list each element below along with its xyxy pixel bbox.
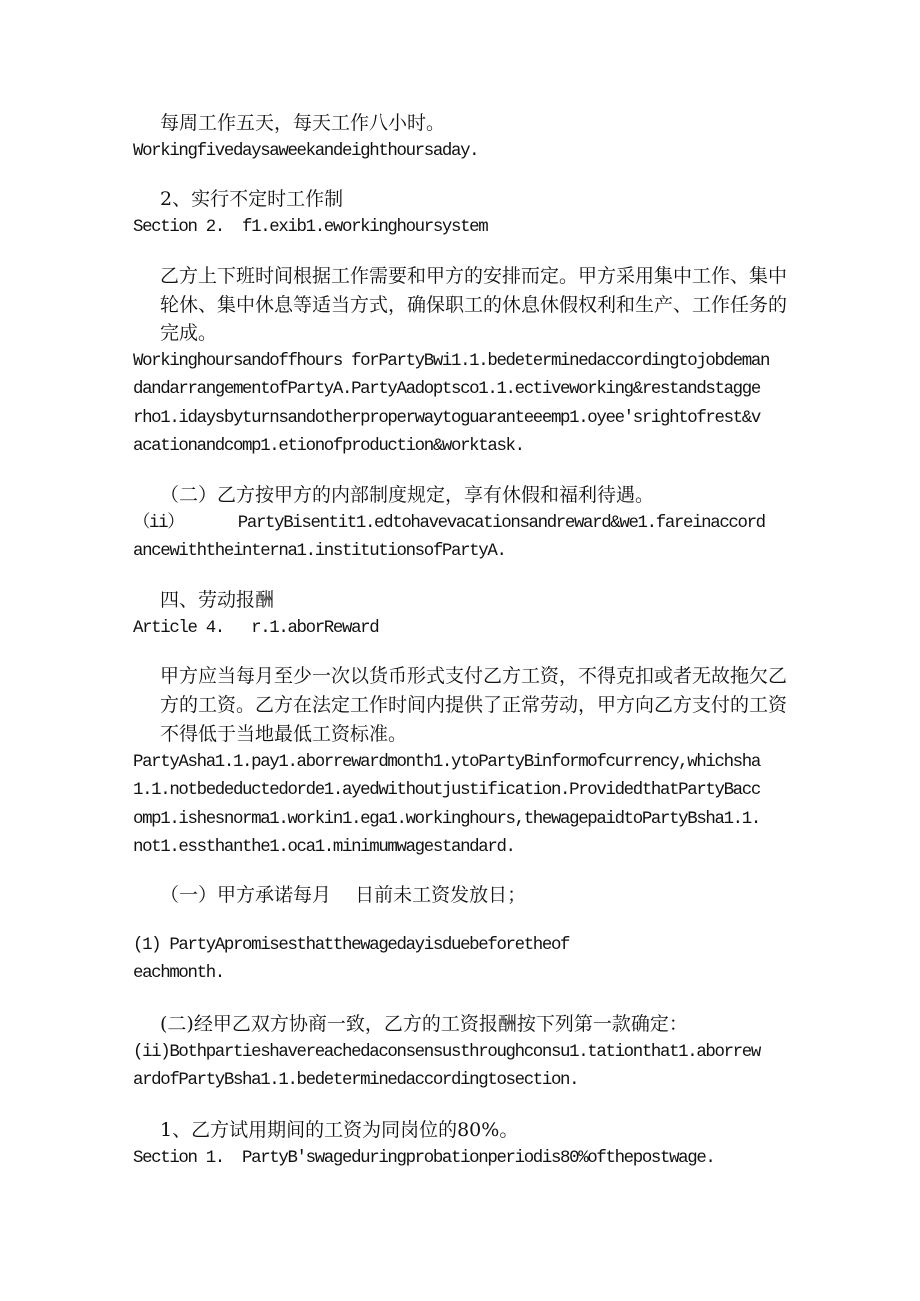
english-text-line: ardofPartyBsha1.1.bedeterminedaccordingtosection.	[133, 1071, 579, 1090]
subsection-heading: (二)经甲乙双方协商一致，乙方的工资报酬按下列第一款确定：	[160, 1013, 688, 1035]
chinese-text-line: 轮休、集中休息等适当方式，确保职工的休息休假权利和生产、工作任务的	[160, 294, 788, 316]
article-heading-english: Article 4. r.1.aborReward	[133, 619, 379, 638]
english-text-line: (1) PartyApromisesthatthewagedayisduebeforetheof	[133, 936, 570, 955]
english-text-line: Workinghoursandoffhours forPartyBwi1.1.bedeterminedaccordingtojobdeman	[133, 352, 770, 371]
chinese-text-line: 乙方上下班时间根据工作需要和甲方的安排而定。甲方采用集中工作、集中	[160, 265, 788, 287]
english-text-line: not1.essthanthe1.oca1.minimumwagestandard.	[133, 838, 515, 857]
english-text-line: 1.1.notbedeductedorde1.ayedwithoutjustification.ProvidedthatPartyBacc	[133, 781, 760, 800]
section-heading: 1、乙方试用期间的工资为同岗位的80%。	[160, 1119, 519, 1141]
chinese-text-line: 方的工资。乙方在法定工作时间内提供了正常劳动，甲方向乙方支付的工资	[160, 694, 788, 716]
english-text-line: Workingfivedaysaweekandeighthoursaday.	[133, 142, 479, 161]
subsection-heading: （二）乙方按甲方的内部制度规定，享有休假和福利待遇。	[160, 484, 655, 506]
english-text-line: PartyAsha1.1.pay1.aborrewardmonth1.ytoPartyBinformofcurrency,whichsha	[133, 753, 760, 772]
chinese-text-line: 每周工作五天，每天工作八小时。	[160, 112, 446, 134]
english-text-line: ancewiththeinterna1.institutionsofPartyA.	[133, 542, 506, 561]
english-text-line: omp1.ishesnorma1.workin1.ega1.workinghours,thewagepaidtoPartyBsha1.1.	[133, 810, 760, 829]
english-text-line: rho1.idaysbyturnsandotherproperwaytoguaranteeemp1.oyee'srightofrest&v	[133, 409, 760, 428]
article-heading: 四、劳动报酬	[160, 589, 275, 611]
subsection-heading: （一）甲方承诺每月 日前未工资发放日；	[160, 884, 527, 906]
chinese-text-line: 甲方应当每月至少一次以货币形式支付乙方工资，不得克扣或者无故拖欠乙	[160, 665, 788, 687]
english-text-line: eachmonth.	[133, 964, 224, 983]
english-text-line: acationandcomp1.etionofproduction&worktask.	[133, 437, 524, 456]
section-heading-english: Section 1. PartyB'swageduringprobationperiodis80%ofthepostwage.	[133, 1149, 715, 1168]
english-text-line: （ii） PartyBisentit1.edtohavevacationsandreward&we1.fareinaccord	[133, 514, 765, 533]
chinese-text-line: 完成。	[160, 322, 218, 344]
english-text-line: (ii)Bothpartieshavereachedaconsensusthroughconsu1.tationthat1.aborrew	[133, 1043, 760, 1062]
chinese-text-line: 不得低于当地最低工资标准。	[160, 723, 408, 745]
english-text-line: dandarrangementofPartyA.PartyAadoptsco1.1.ectiveworking&restandstagge	[133, 380, 760, 399]
section-heading-english: Section 2. f1.exib1.eworkinghoursystem	[133, 218, 488, 237]
section-heading: 2、实行不定时工作制	[160, 188, 344, 210]
